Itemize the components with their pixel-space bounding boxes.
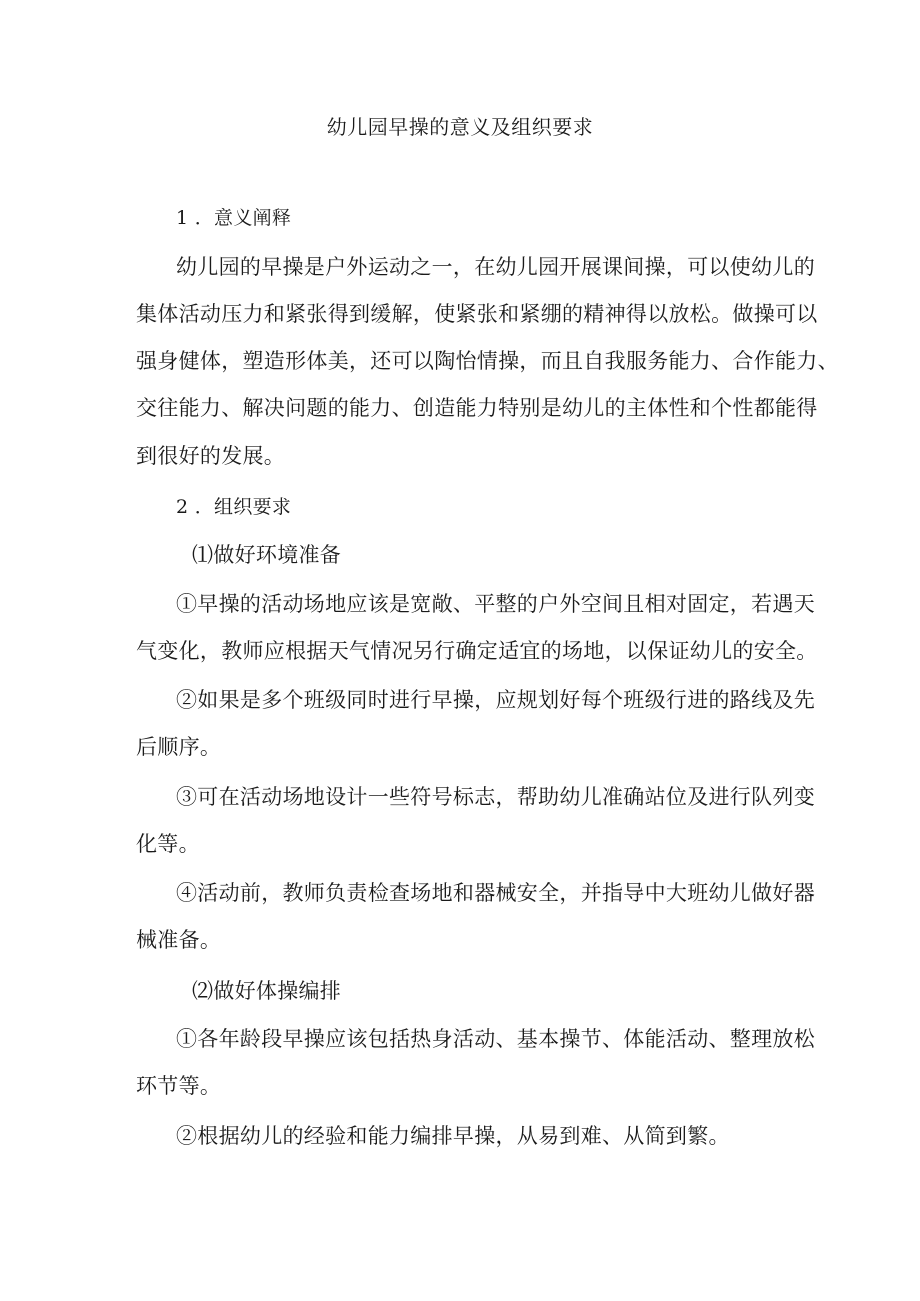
list-item-line: 后顺序。	[136, 735, 222, 759]
list-item-line: ①早操的活动场地应该是宽敞、平整的户外空间且相对固定，若遇天	[176, 592, 815, 616]
paragraph-line: 交往能力、解决问题的能力、创造能力特别是幼儿的主体性和个性都能得	[136, 396, 818, 420]
list-item-line: ②根据幼儿的经验和能力编排早操，从易到难、从简到繁。	[176, 1124, 730, 1148]
document-title: 幼儿园早操的意义及组织要求	[326, 115, 594, 139]
subsection2-heading: ⑵做好体操编排	[192, 979, 342, 1003]
list-item-line: 化等。	[136, 832, 200, 856]
section1-heading: 1 ．意义阐释	[176, 207, 292, 229]
list-item-line: ④活动前，教师负责检查场地和器械安全，并指导中大班幼儿做好器	[176, 881, 815, 905]
list-item-line: 械准备。	[136, 928, 222, 952]
section2-heading: 2 ．组织要求	[176, 496, 292, 518]
list-item-line: ③可在活动场地设计一些符号标志，帮助幼儿准确站位及进行队列变	[176, 785, 815, 809]
paragraph-line: 集体活动压力和紧张得到缓解，使紧张和紧绷的精神得以放松。做操可以	[136, 302, 818, 326]
list-item-line: ①各年龄段早操应该包括热身活动、基本操节、体能活动、整理放松	[176, 1027, 815, 1051]
list-item-line: 环节等。	[136, 1074, 222, 1098]
subsection1-heading: ⑴做好环境准备	[192, 543, 342, 567]
list-item-line: 气变化，教师应根据天气情况另行确定适宜的场地，以保证幼儿的安全。	[136, 639, 818, 663]
paragraph-line: 强身健体，塑造形体美，还可以陶怡情操，而且自我服务能力、合作能力、	[136, 349, 839, 373]
paragraph-line: 到很好的发展。	[136, 444, 286, 468]
paragraph-line: 幼儿园的早操是户外运动之一，在幼儿园开展课间操，可以使幼儿的	[176, 255, 815, 279]
list-item-line: ②如果是多个班级同时进行早操，应规划好每个班级行进的路线及先	[176, 688, 815, 712]
